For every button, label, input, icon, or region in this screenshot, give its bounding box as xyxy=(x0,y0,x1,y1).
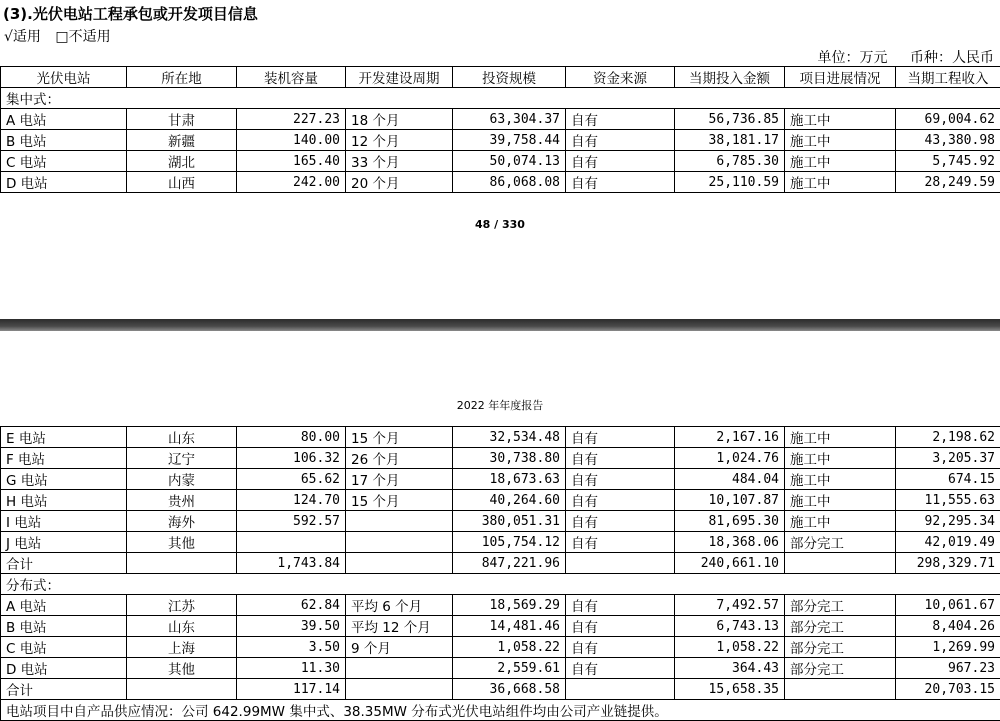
table-cell: 242.00 xyxy=(237,172,346,193)
table-cell: 9 个月 xyxy=(346,637,453,658)
table-cell xyxy=(346,511,453,532)
table-cell: 40,264.60 xyxy=(453,490,566,511)
table-cell: 施工中 xyxy=(785,427,896,448)
column-header: 光伏电站 xyxy=(1,67,127,88)
table-cell: 自有 xyxy=(566,658,675,679)
section-label: 集中式： xyxy=(1,88,1000,109)
table-cell: H 电站 xyxy=(1,490,127,511)
table-cell: 5,745.92 xyxy=(896,151,1000,172)
table-cell: 10,061.67 xyxy=(896,595,1000,616)
table-cell: 山东 xyxy=(127,427,237,448)
table-cell: 50,074.13 xyxy=(453,151,566,172)
table-cell xyxy=(785,679,896,700)
table-cell: 62.84 xyxy=(237,595,346,616)
table-cell: 592.57 xyxy=(237,511,346,532)
table-cell: 部分完工 xyxy=(785,658,896,679)
table-cell: C 电站 xyxy=(1,637,127,658)
table-cell: 43,380.98 xyxy=(896,130,1000,151)
table-cell: 298,329.71 xyxy=(896,553,1000,574)
table-cell: 380,051.31 xyxy=(453,511,566,532)
table-cell: A 电站 xyxy=(1,109,127,130)
table-cell: 海外 xyxy=(127,511,237,532)
table-cell xyxy=(346,532,453,553)
page-indicator: 48 / 330 xyxy=(0,218,1000,231)
table-row xyxy=(1,637,1000,658)
table-cell xyxy=(127,679,237,700)
table-cell: F 电站 xyxy=(1,448,127,469)
column-header: 投资规模 xyxy=(453,67,566,88)
table-cell: 7,492.57 xyxy=(675,595,785,616)
table-cell: 贵州 xyxy=(127,490,237,511)
total-row-distributed xyxy=(1,679,1000,700)
table-cell: 施工中 xyxy=(785,109,896,130)
table-cell: 施工中 xyxy=(785,469,896,490)
table-cell: 39,758.44 xyxy=(453,130,566,151)
table-cell: 30,738.80 xyxy=(453,448,566,469)
table-cell: 2,167.16 xyxy=(675,427,785,448)
table-cell: 81,695.30 xyxy=(675,511,785,532)
column-header: 当期工程收入 xyxy=(896,67,1000,88)
table-cell xyxy=(785,553,896,574)
table-cell: 364.43 xyxy=(675,658,785,679)
table-cell: 227.23 xyxy=(237,109,346,130)
table-cell: D 电站 xyxy=(1,658,127,679)
table-cell xyxy=(237,532,346,553)
table-cell: 施工中 xyxy=(785,130,896,151)
project-table-page2 xyxy=(0,426,1000,721)
table-cell: 自有 xyxy=(566,427,675,448)
table-row xyxy=(1,595,1000,616)
column-header: 开发建设周期 xyxy=(346,67,453,88)
table-cell: 部分完工 xyxy=(785,532,896,553)
table-cell: B 电站 xyxy=(1,616,127,637)
table-cell: 自有 xyxy=(566,469,675,490)
table-row xyxy=(1,658,1000,679)
table-cell: 其他 xyxy=(127,532,237,553)
table-cell: 86,068.08 xyxy=(453,172,566,193)
table-cell: 65.62 xyxy=(237,469,346,490)
table-cell: 合计 xyxy=(1,679,127,700)
table-cell: 967.23 xyxy=(896,658,1000,679)
table-cell: 15,658.35 xyxy=(675,679,785,700)
table-cell xyxy=(566,553,675,574)
table-row xyxy=(1,469,1000,490)
table-cell: 92,295.34 xyxy=(896,511,1000,532)
column-header: 装机容量 xyxy=(237,67,346,88)
unit-line xyxy=(800,47,994,67)
table-cell: G 电站 xyxy=(1,469,127,490)
table-cell: 自有 xyxy=(566,637,675,658)
table-cell: 湖北 xyxy=(127,151,237,172)
table-cell: 其他 xyxy=(127,658,237,679)
table-cell: 20 个月 xyxy=(346,172,453,193)
table-cell: 26 个月 xyxy=(346,448,453,469)
table-row xyxy=(1,109,1000,130)
table-cell: 18,673.63 xyxy=(453,469,566,490)
table-cell: 自有 xyxy=(566,109,675,130)
table-cell: 1,269.99 xyxy=(896,637,1000,658)
table-cell: 部分完工 xyxy=(785,637,896,658)
table-cell: 11.30 xyxy=(237,658,346,679)
currency-label: 币种：人民币 xyxy=(910,50,994,66)
table-cell: 2,198.62 xyxy=(896,427,1000,448)
table-cell: 1,024.76 xyxy=(675,448,785,469)
table-cell: 甘肃 xyxy=(127,109,237,130)
table-cell: 江苏 xyxy=(127,595,237,616)
table-row xyxy=(1,151,1000,172)
table-cell: J 电站 xyxy=(1,532,127,553)
table-row xyxy=(1,511,1000,532)
project-table-page1 xyxy=(0,66,1000,193)
table-cell: I 电站 xyxy=(1,511,127,532)
table-cell: 自有 xyxy=(566,511,675,532)
table-cell: 140.00 xyxy=(237,130,346,151)
table-cell: 847,221.96 xyxy=(453,553,566,574)
table-cell: 42,019.49 xyxy=(896,532,1000,553)
section-row-distributed xyxy=(1,574,1000,595)
table-cell: 辽宁 xyxy=(127,448,237,469)
applicable-yes: √适用 xyxy=(4,29,41,45)
column-header: 当期投入金额 xyxy=(675,67,785,88)
table-cell: 32,534.48 xyxy=(453,427,566,448)
table-cell: 自有 xyxy=(566,448,675,469)
section-heading: (3).光伏电站工程承包或开发项目信息 xyxy=(3,3,258,24)
table-cell: 63,304.37 xyxy=(453,109,566,130)
table-cell xyxy=(346,553,453,574)
section-label: 分布式： xyxy=(1,574,1000,595)
table-cell: 15 个月 xyxy=(346,427,453,448)
table-row xyxy=(1,532,1000,553)
table-cell: 12 个月 xyxy=(346,130,453,151)
table-cell xyxy=(566,679,675,700)
table-cell: E 电站 xyxy=(1,427,127,448)
table-cell: 8,404.26 xyxy=(896,616,1000,637)
table-header-row xyxy=(1,67,1000,88)
table-cell: 部分完工 xyxy=(785,616,896,637)
table-cell: 自有 xyxy=(566,130,675,151)
applicable-no: □不适用 xyxy=(55,29,110,45)
table-cell: 1,743.84 xyxy=(237,553,346,574)
table-cell: A 电站 xyxy=(1,595,127,616)
table-cell: 施工中 xyxy=(785,151,896,172)
table-cell: 内蒙 xyxy=(127,469,237,490)
table-cell: 1,058.22 xyxy=(453,637,566,658)
table-cell: 124.70 xyxy=(237,490,346,511)
table-cell: C 电站 xyxy=(1,151,127,172)
table-cell: 25,110.59 xyxy=(675,172,785,193)
table-cell xyxy=(346,679,453,700)
table-cell: 山东 xyxy=(127,616,237,637)
table-row xyxy=(1,616,1000,637)
table-cell: 36,668.58 xyxy=(453,679,566,700)
table-row xyxy=(1,130,1000,151)
table-cell: 105,754.12 xyxy=(453,532,566,553)
column-header: 资金来源 xyxy=(566,67,675,88)
column-header: 项目进展情况 xyxy=(785,67,896,88)
table-cell: 6,743.13 xyxy=(675,616,785,637)
table-cell: 6,785.30 xyxy=(675,151,785,172)
table-cell: 自有 xyxy=(566,595,675,616)
table-cell: 18 个月 xyxy=(346,109,453,130)
table-row xyxy=(1,427,1000,448)
table-cell: 3,205.37 xyxy=(896,448,1000,469)
section-row-centralized xyxy=(1,88,1000,109)
table-cell: 山西 xyxy=(127,172,237,193)
table-cell: 39.50 xyxy=(237,616,346,637)
table-cell: 平均 12 个月 xyxy=(346,616,453,637)
table-cell: 平均 6 个月 xyxy=(346,595,453,616)
table-cell xyxy=(127,553,237,574)
table-row xyxy=(1,490,1000,511)
total-row-centralized xyxy=(1,553,1000,574)
table-cell: 3.50 xyxy=(237,637,346,658)
table-cell: 上海 xyxy=(127,637,237,658)
table-cell: 28,249.59 xyxy=(896,172,1000,193)
table-cell: 自有 xyxy=(566,616,675,637)
table-cell: 17 个月 xyxy=(346,469,453,490)
table-cell: 自有 xyxy=(566,151,675,172)
table-cell: 施工中 xyxy=(785,511,896,532)
table-cell: 20,703.15 xyxy=(896,679,1000,700)
unit-label: 单位：万元 xyxy=(818,50,888,66)
table-cell: 106.32 xyxy=(237,448,346,469)
table-cell: 165.40 xyxy=(237,151,346,172)
table-cell: 18,368.06 xyxy=(675,532,785,553)
table-cell: 33 个月 xyxy=(346,151,453,172)
table-cell: 14,481.46 xyxy=(453,616,566,637)
table-cell: 11,555.63 xyxy=(896,490,1000,511)
report-title: 2022 年年度报告 xyxy=(0,397,1000,413)
table-row xyxy=(1,172,1000,193)
table-row xyxy=(1,448,1000,469)
footnote-row xyxy=(1,700,1000,721)
table-cell: 自有 xyxy=(566,172,675,193)
table-cell: 69,004.62 xyxy=(896,109,1000,130)
table-cell: 部分完工 xyxy=(785,595,896,616)
table-cell: 合计 xyxy=(1,553,127,574)
table-cell: 新疆 xyxy=(127,130,237,151)
table-cell: 15 个月 xyxy=(346,490,453,511)
table-cell: 2,559.61 xyxy=(453,658,566,679)
table-cell: 38,181.17 xyxy=(675,130,785,151)
table-cell xyxy=(346,658,453,679)
table-cell: 56,736.85 xyxy=(675,109,785,130)
table-cell: 18,569.29 xyxy=(453,595,566,616)
table-cell: 自有 xyxy=(566,490,675,511)
section-label: 电站项目中自产品供应情况：公司 642.99MW 集中式、38.35MW 分布式光伏电站组件均由公司产业链提供。 xyxy=(1,700,1000,721)
table-cell: 施工中 xyxy=(785,448,896,469)
table-cell: B 电站 xyxy=(1,130,127,151)
table-cell: 240,661.10 xyxy=(675,553,785,574)
table-cell: 施工中 xyxy=(785,490,896,511)
table-cell: 自有 xyxy=(566,532,675,553)
table-cell: 484.04 xyxy=(675,469,785,490)
table-cell: 674.15 xyxy=(896,469,1000,490)
table-cell: 1,058.22 xyxy=(675,637,785,658)
table-cell: 施工中 xyxy=(785,172,896,193)
table-cell: 117.14 xyxy=(237,679,346,700)
applicable-options xyxy=(4,26,121,46)
page-divider xyxy=(0,319,1000,331)
table-cell: 80.00 xyxy=(237,427,346,448)
column-header: 所在地 xyxy=(127,67,237,88)
table-cell: 10,107.87 xyxy=(675,490,785,511)
table-cell: D 电站 xyxy=(1,172,127,193)
